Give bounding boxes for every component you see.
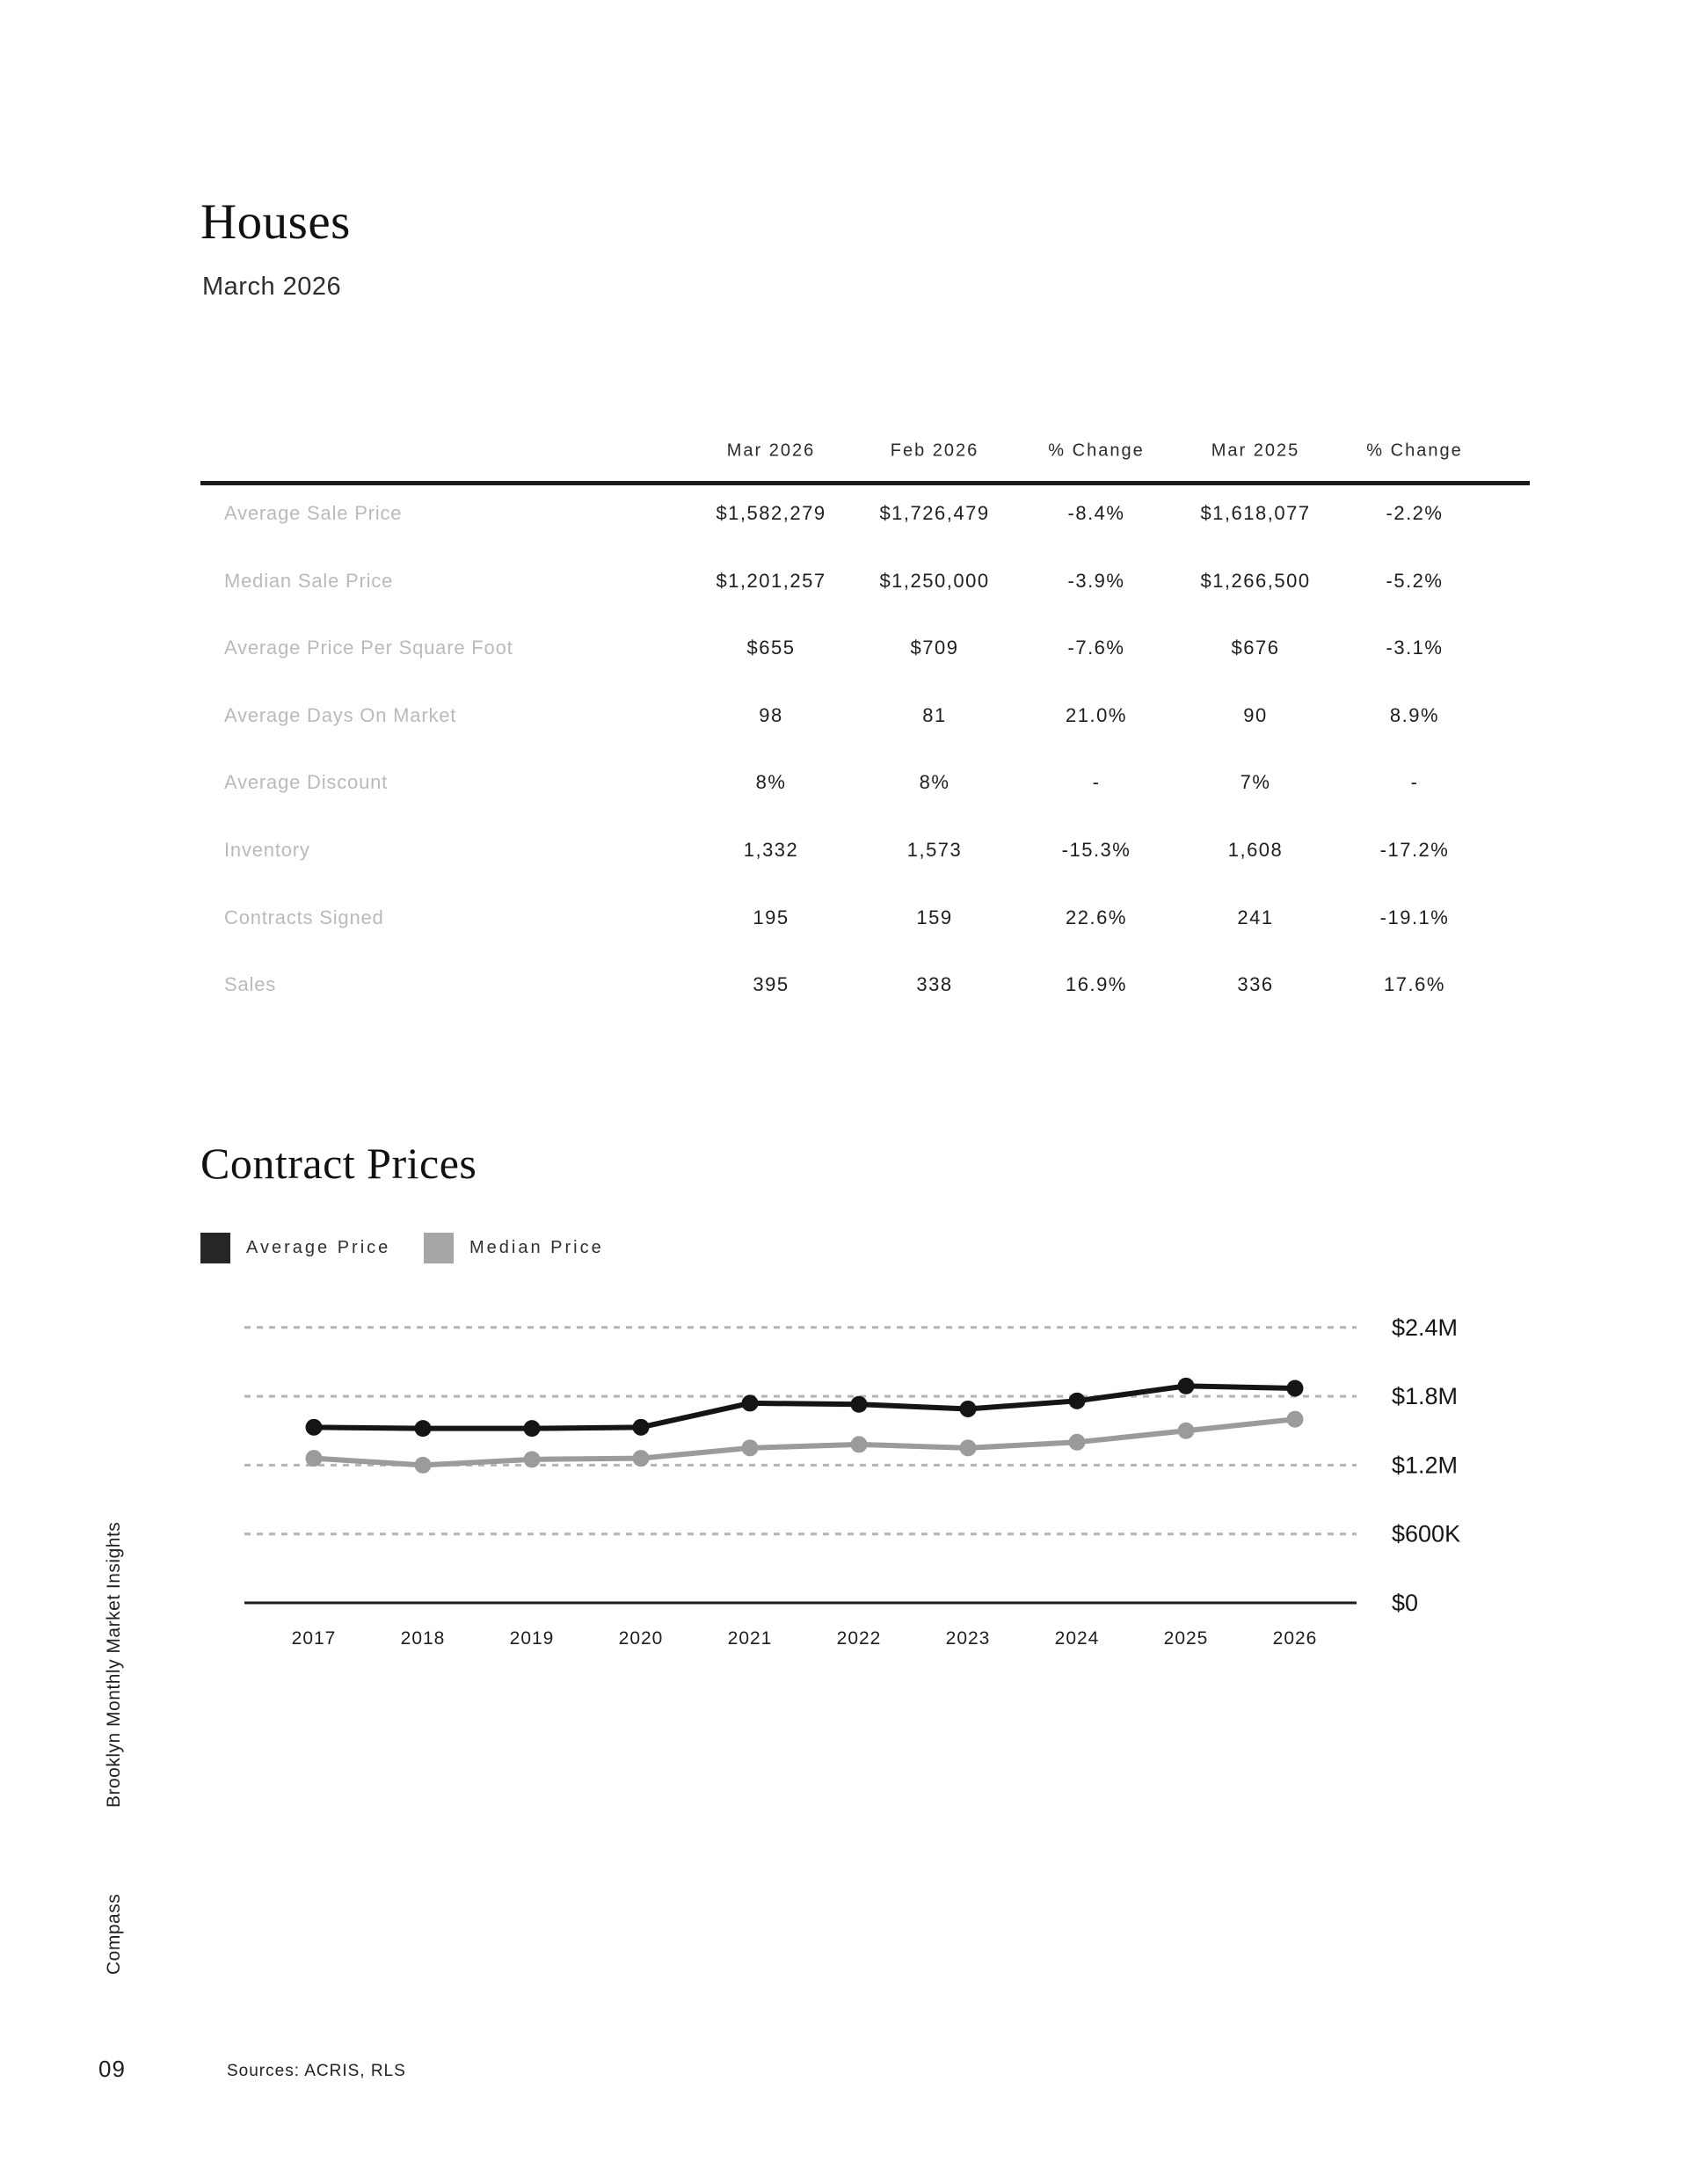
row-label: Average Sale Price: [224, 502, 403, 524]
cell-value: -2.2%: [1386, 502, 1444, 524]
sources-note: Sources: ACRIS, RLS: [227, 2062, 406, 2080]
y-axis-tick-label: $1.2M: [1392, 1452, 1459, 1479]
cell-value: $1,618,077: [1200, 502, 1311, 524]
cell-value: -: [1092, 771, 1101, 794]
cell-value: 81: [922, 703, 947, 726]
y-axis-tick-label: $2.4M: [1392, 1314, 1459, 1341]
data-point: [1178, 1423, 1195, 1439]
data-point: [633, 1419, 650, 1436]
cell-value: 195: [753, 906, 789, 928]
data-point: [1287, 1411, 1304, 1428]
sidebar-brand: Compass: [104, 1893, 124, 1975]
metrics-table: [200, 435, 1530, 1033]
cell-value: -3.1%: [1386, 637, 1444, 659]
cell-value: $1,201,257: [716, 569, 826, 592]
cell-value: 8%: [755, 771, 787, 794]
y-axis-tick-label: $0: [1392, 1590, 1419, 1616]
x-axis-tick-label: 2024: [1054, 1628, 1100, 1649]
data-point: [524, 1420, 541, 1437]
legend-item-median-price: [424, 1233, 604, 1263]
row-label: Average Discount: [224, 771, 389, 794]
section-title: Contract Prices: [200, 1139, 477, 1188]
x-axis-tick-label: 2019: [509, 1628, 555, 1649]
cell-value: -8.4%: [1067, 502, 1125, 524]
cell-value: 98: [759, 703, 783, 726]
cell-value: 90: [1243, 703, 1268, 726]
row-label: Sales: [224, 973, 277, 996]
cell-value: 7%: [1240, 771, 1271, 794]
row-label: Average Price Per Square Foot: [224, 637, 513, 659]
data-point: [306, 1450, 323, 1467]
cell-value: 159: [916, 906, 953, 928]
series-line: [314, 1386, 1295, 1428]
data-point: [851, 1436, 868, 1452]
x-axis-tick-label: 2022: [836, 1628, 882, 1649]
contract-prices-chart: [237, 1301, 1468, 1671]
cell-value: 17.6%: [1384, 973, 1445, 996]
y-axis-tick-label: $600K: [1392, 1520, 1461, 1547]
data-point: [1069, 1434, 1086, 1451]
cell-value: 338: [916, 973, 953, 996]
cell-value: $709: [910, 637, 959, 659]
x-axis-tick-label: 2025: [1163, 1628, 1209, 1649]
x-axis-tick-label: 2026: [1272, 1628, 1318, 1649]
cell-value: 22.6%: [1066, 906, 1127, 928]
column-header: % Change: [1048, 440, 1145, 461]
x-axis-tick-label: 2023: [945, 1628, 991, 1649]
cell-value: -19.1%: [1379, 906, 1450, 928]
x-axis-tick-label: 2021: [727, 1628, 773, 1649]
data-point: [851, 1396, 868, 1413]
column-header: Feb 2026: [890, 440, 979, 461]
legend-label: Median Price: [469, 1238, 604, 1257]
cell-value: $1,726,479: [879, 502, 990, 524]
cell-value: $655: [746, 637, 796, 659]
data-point: [960, 1401, 977, 1417]
cell-value: 395: [753, 973, 789, 996]
y-axis-tick-label: $1.8M: [1392, 1383, 1459, 1410]
cell-value: $676: [1231, 637, 1280, 659]
cell-value: -: [1410, 771, 1419, 794]
row-label: Average Days On Market: [224, 703, 457, 726]
legend-item-average-price: [200, 1233, 390, 1263]
cell-value: 1,573: [906, 839, 963, 861]
cell-value: 8%: [919, 771, 950, 794]
sidebar-report-name: Brooklyn Monthly Market Insights: [104, 1521, 124, 1808]
cell-value: 1,608: [1227, 839, 1284, 861]
cell-value: 16.9%: [1066, 973, 1127, 996]
cell-value: 21.0%: [1066, 703, 1127, 726]
cell-value: $1,250,000: [879, 569, 990, 592]
data-point: [1069, 1393, 1086, 1409]
table-header-rule: [200, 481, 1530, 485]
data-point: [306, 1419, 323, 1436]
data-point: [1178, 1378, 1195, 1394]
row-label: Inventory: [224, 839, 310, 861]
legend-label: Average Price: [246, 1238, 391, 1257]
cell-value: 1,332: [743, 839, 799, 861]
x-axis-tick-label: 2017: [291, 1628, 337, 1649]
cell-value: -5.2%: [1386, 569, 1444, 592]
page-number: 09: [98, 2056, 126, 2082]
page-subtitle: March 2026: [202, 273, 342, 301]
cell-value: -7.6%: [1067, 637, 1125, 659]
data-point: [633, 1450, 650, 1467]
cell-value: 241: [1237, 906, 1274, 928]
column-header: Mar 2026: [726, 440, 816, 461]
cell-value: 8.9%: [1389, 703, 1440, 726]
column-header: Mar 2025: [1211, 440, 1300, 461]
data-point: [415, 1457, 432, 1474]
data-point: [524, 1451, 541, 1467]
cell-value: 336: [1237, 973, 1274, 996]
cell-value: $1,582,279: [716, 502, 826, 524]
cell-value: -17.2%: [1379, 839, 1450, 861]
cell-value: -15.3%: [1061, 839, 1131, 861]
cell-value: $1,266,500: [1200, 569, 1311, 592]
cell-value: -3.9%: [1067, 569, 1125, 592]
average-price-swatch: [200, 1233, 230, 1263]
data-point: [1287, 1380, 1304, 1396]
median-price-swatch: [424, 1233, 454, 1263]
x-axis-tick-label: 2018: [400, 1628, 446, 1649]
column-header: % Change: [1366, 440, 1463, 461]
data-point: [742, 1439, 759, 1456]
x-axis-tick-label: 2020: [618, 1628, 664, 1649]
row-label: Median Sale Price: [224, 569, 394, 592]
row-label: Contracts Signed: [224, 906, 384, 928]
data-point: [415, 1420, 432, 1437]
data-point: [960, 1439, 977, 1456]
data-point: [742, 1394, 759, 1411]
page-title: Houses: [200, 194, 351, 250]
